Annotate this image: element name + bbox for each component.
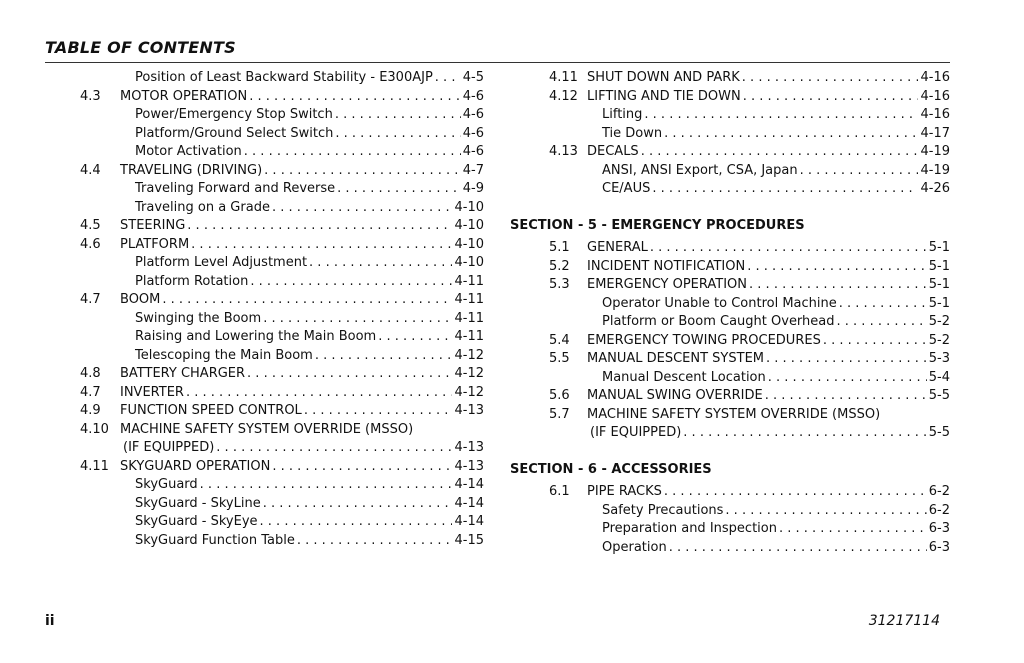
toc-entry-page[interactable]: 5-5 xyxy=(928,425,950,440)
page-number: ii xyxy=(45,613,55,629)
toc-entry-title[interactable]: BATTERY CHARGER xyxy=(120,366,246,381)
toc-subentry[interactable] xyxy=(510,106,950,125)
toc-section-entry[interactable] xyxy=(80,384,484,403)
document-number: 31217114 xyxy=(868,613,940,629)
toc-entry-title[interactable]: Tie Down xyxy=(602,125,663,141)
toc-entry-number: 4.3 xyxy=(80,88,101,104)
dot-leader xyxy=(264,162,461,181)
toc-entry-number: 5.3 xyxy=(549,277,570,292)
dot-leader xyxy=(749,276,927,295)
toc-section-entry[interactable] xyxy=(510,406,950,425)
toc-entry-title[interactable]: MACHINE SAFETY SYSTEM OVERRIDE (MSSO) xyxy=(120,421,414,437)
dot-leader xyxy=(378,328,452,347)
toc-section-entry[interactable] xyxy=(510,387,950,406)
dot-leader xyxy=(839,295,927,314)
toc-section-entry[interactable] xyxy=(80,217,484,236)
toc-section-entry[interactable] xyxy=(80,421,484,440)
toc-entry-number: 6.1 xyxy=(549,484,570,499)
toc-subentry[interactable] xyxy=(80,532,484,551)
toc-section-entry[interactable] xyxy=(80,402,484,421)
toc-entry-page[interactable]: 4-12 xyxy=(454,366,484,381)
toc-entry-page[interactable]: 4-11 xyxy=(454,310,484,326)
toc-subentry[interactable] xyxy=(510,313,950,332)
toc-entry-page[interactable]: 5-5 xyxy=(928,388,950,403)
toc-subentry[interactable] xyxy=(510,502,950,521)
toc-entry-title[interactable]: LIFTING AND TIE DOWN xyxy=(587,88,741,104)
toc-entry-page[interactable]: 4-14 xyxy=(454,514,484,529)
toc-section-6 xyxy=(510,483,950,557)
section-5-heading: SECTION - 5 - EMERGENCY PROCEDURES xyxy=(510,217,805,233)
dot-leader xyxy=(315,347,453,366)
toc-right-column xyxy=(510,69,950,557)
dot-leader xyxy=(309,254,452,273)
toc-entry-title[interactable]: INCIDENT NOTIFICATION xyxy=(587,258,746,274)
dot-leader xyxy=(335,106,461,125)
toc-entry-title[interactable]: CE/AUS xyxy=(602,181,651,196)
toc-entry-page[interactable]: 4-13 xyxy=(454,440,484,455)
toc-subentry[interactable] xyxy=(510,125,950,144)
toc-subentry[interactable] xyxy=(80,495,484,514)
toc-left-column xyxy=(80,69,484,550)
dot-leader xyxy=(337,180,461,199)
toc-subentry[interactable] xyxy=(80,310,484,329)
toc-entry-title[interactable]: MACHINE SAFETY SYSTEM OVERRIDE (MSSO) xyxy=(587,406,881,422)
dot-leader xyxy=(186,384,453,403)
dot-leader xyxy=(247,365,452,384)
toc-entry-number: 4.11 xyxy=(80,458,109,474)
dot-leader xyxy=(743,88,919,107)
toc-section-entry[interactable] xyxy=(510,276,950,295)
section-spacer xyxy=(510,443,950,461)
toc-entry-title[interactable]: Platform Rotation xyxy=(135,273,249,289)
dot-leader xyxy=(200,476,453,495)
toc-entry-page[interactable]: 4-12 xyxy=(454,347,484,363)
toc-entry-page[interactable]: 4-10 xyxy=(454,255,484,270)
toc-entry-page[interactable]: 4-6 xyxy=(462,88,484,104)
toc-entry-page[interactable]: 4-6 xyxy=(462,125,484,141)
toc-entry-title[interactable]: SkyGuard xyxy=(135,477,198,492)
dot-leader xyxy=(263,310,452,329)
toc-entry-title[interactable]: Operation xyxy=(602,539,667,555)
toc-entry-page[interactable]: 4-13 xyxy=(454,403,484,418)
toc-entry-page[interactable]: 4-16 xyxy=(920,70,950,85)
dot-leader xyxy=(725,502,926,521)
toc-subentry[interactable] xyxy=(80,199,484,218)
dot-leader xyxy=(187,217,452,236)
toc-subentry[interactable] xyxy=(80,106,484,125)
toc-subentry[interactable] xyxy=(80,347,484,366)
toc-section-entry[interactable] xyxy=(510,239,950,258)
toc-section-entry[interactable] xyxy=(80,236,484,255)
toc-entry-number: 5.5 xyxy=(549,351,570,366)
toc-entry-title[interactable]: BOOM xyxy=(120,292,161,307)
dot-leader xyxy=(766,350,927,369)
dot-leader xyxy=(823,332,927,351)
toc-entry-page[interactable]: 4-11 xyxy=(454,329,484,344)
toc-entry-page[interactable]: 4-11 xyxy=(454,273,484,289)
toc-entry-number: 5.1 xyxy=(549,240,570,255)
toc-entry-page[interactable]: 5-1 xyxy=(928,277,950,292)
dot-leader xyxy=(683,424,926,443)
toc-entry-number: 4.13 xyxy=(549,144,578,159)
toc-entry-title[interactable]: Power/Emergency Stop Switch xyxy=(135,107,333,122)
toc-entry-title[interactable]: SHUT DOWN AND PARK xyxy=(587,70,740,85)
toc-section-5 xyxy=(510,239,950,443)
toc-entry-page[interactable]: 5-1 xyxy=(928,240,950,255)
toc-entry-number: 4.5 xyxy=(80,218,101,233)
toc-entry-title[interactable]: GENERAL xyxy=(587,240,648,255)
toc-subentry[interactable] xyxy=(80,439,484,458)
toc-section-entry[interactable] xyxy=(510,258,950,277)
toc-entry-title[interactable]: FUNCTION SPEED CONTROL xyxy=(120,403,302,418)
page-title: TABLE OF CONTENTS xyxy=(45,38,236,57)
dot-leader xyxy=(837,313,927,332)
toc-entry-page[interactable]: 4-7 xyxy=(462,162,484,178)
dot-leader xyxy=(250,273,452,292)
toc-entry-title[interactable]: MANUAL SWING OVERRIDE xyxy=(587,388,763,403)
toc-entry-number: 4.9 xyxy=(80,403,101,418)
toc-subentry[interactable] xyxy=(80,476,484,495)
toc-entry-title[interactable]: EMERGENCY OPERATION xyxy=(587,277,748,292)
toc-entry-number: 4.7 xyxy=(80,384,101,400)
toc-section-entry[interactable] xyxy=(510,143,950,162)
toc-entry-title[interactable]: DECALS xyxy=(587,144,639,159)
toc-entry-number: 4.8 xyxy=(80,366,101,381)
toc-section-entry[interactable] xyxy=(510,69,950,88)
toc-section-entry[interactable] xyxy=(510,332,950,351)
toc-entry-number: 4.10 xyxy=(80,421,109,437)
dot-leader xyxy=(641,143,919,162)
toc-subentry[interactable] xyxy=(510,539,950,558)
toc-subentry[interactable] xyxy=(510,424,950,443)
toc-entry-page[interactable]: 4-6 xyxy=(462,144,484,159)
toc-entry-page[interactable]: 4-5 xyxy=(462,70,484,85)
toc-entry-number: 5.4 xyxy=(549,332,570,348)
toc-section-4-continued xyxy=(510,69,950,199)
dot-leader xyxy=(263,495,453,514)
toc-entry-title[interactable]: Platform Level Adjustment xyxy=(135,255,308,270)
toc-entry-number: 5.2 xyxy=(549,258,570,274)
toc-entry-title[interactable]: Raising and Lowering the Main Boom xyxy=(135,329,377,344)
toc-entry-title[interactable]: Motor Activation xyxy=(135,144,242,159)
dot-leader xyxy=(644,106,918,125)
dot-leader xyxy=(435,69,461,88)
toc-entry-title[interactable]: SkyGuard - SkyEye xyxy=(135,514,258,529)
toc-section-entry[interactable] xyxy=(510,483,950,502)
toc-entry-title[interactable]: Manual Descent Location xyxy=(602,369,766,385)
toc-entry-page[interactable]: 4-11 xyxy=(454,292,484,307)
dot-leader xyxy=(249,88,461,107)
toc-entry-page[interactable]: 4-6 xyxy=(462,107,484,122)
dot-leader xyxy=(652,180,918,199)
toc-entry-title[interactable]: MOTOR OPERATION xyxy=(120,88,248,104)
toc-entry-title[interactable]: (IF EQUIPPED) xyxy=(123,440,215,455)
dot-leader xyxy=(297,532,453,551)
toc-entry-title[interactable]: Swinging the Boom xyxy=(135,310,262,326)
toc-entry-page[interactable]: 4-19 xyxy=(920,144,950,159)
toc-entry-title[interactable]: Preparation and Inspection xyxy=(602,521,777,536)
toc-section-entry[interactable] xyxy=(80,162,484,181)
toc-subentry[interactable] xyxy=(80,143,484,162)
dot-leader xyxy=(669,539,927,558)
toc-entry-title[interactable]: Traveling on a Grade xyxy=(135,199,270,215)
toc-entry-title[interactable]: Traveling Forward and Reverse xyxy=(135,181,336,196)
toc-entry-page[interactable]: 5-4 xyxy=(928,369,950,385)
toc-subentry[interactable] xyxy=(80,180,484,199)
toc-entry-page[interactable]: 5-1 xyxy=(928,295,950,311)
toc-subentry[interactable] xyxy=(510,162,950,181)
dot-leader xyxy=(191,236,452,255)
toc-entry-number: 5.6 xyxy=(549,388,570,403)
dot-leader xyxy=(272,199,453,218)
toc-entry-page[interactable]: 5-2 xyxy=(928,314,950,329)
toc-entry-page[interactable]: 5-1 xyxy=(928,258,950,274)
toc-entry-title[interactable]: Safety Precautions xyxy=(602,502,724,518)
toc-entry-page[interactable]: 4-15 xyxy=(454,532,484,548)
toc-section-entry[interactable] xyxy=(80,458,484,477)
dot-leader xyxy=(216,439,452,458)
toc-section-entry[interactable] xyxy=(510,88,950,107)
dot-leader xyxy=(162,291,452,310)
header-rule xyxy=(45,62,950,63)
toc-entry-title[interactable]: Position of Least Backward Stability - E300AJP xyxy=(135,70,433,85)
toc-entry-page[interactable]: 4-14 xyxy=(454,477,484,492)
toc-section-entry[interactable] xyxy=(80,88,484,107)
toc-entry-page[interactable]: 6-3 xyxy=(928,521,950,536)
toc-entry-title[interactable]: SKYGUARD OPERATION xyxy=(120,458,271,474)
toc-entry-page[interactable]: 4-13 xyxy=(454,458,484,474)
toc-entry-page[interactable]: 4-16 xyxy=(920,88,950,104)
toc-section-entry[interactable] xyxy=(80,365,484,384)
dot-leader xyxy=(768,369,927,388)
dot-leader xyxy=(335,125,460,144)
toc-entry-title[interactable]: Platform/Ground Select Switch xyxy=(135,125,334,141)
toc-entry-page[interactable]: 4-10 xyxy=(454,218,484,233)
toc-entry-page[interactable]: 6-2 xyxy=(928,484,950,499)
dot-leader xyxy=(765,387,927,406)
dot-leader xyxy=(272,458,452,477)
toc-entry-page[interactable]: 4-19 xyxy=(920,162,950,178)
toc-entry-title[interactable]: INVERTER xyxy=(120,384,184,400)
toc-subentry[interactable] xyxy=(80,513,484,532)
toc-entry-title[interactable]: ANSI, ANSI Export, CSA, Japan xyxy=(602,162,798,178)
toc-entry-page[interactable]: 4-26 xyxy=(920,181,950,196)
toc-entry-page[interactable]: 6-2 xyxy=(928,502,950,518)
dot-leader xyxy=(800,162,919,181)
toc-entry-title[interactable]: EMERGENCY TOWING PROCEDURES xyxy=(587,332,821,348)
toc-section-entry[interactable] xyxy=(510,350,950,369)
toc-subentry[interactable] xyxy=(80,69,484,88)
dot-leader xyxy=(650,239,927,258)
toc-entry-page[interactable]: 5-3 xyxy=(928,351,950,366)
toc-entry-title[interactable]: SkyGuard Function Table xyxy=(135,532,295,548)
toc-entry-page[interactable]: 4-10 xyxy=(454,236,484,252)
toc-entry-number: 4.6 xyxy=(80,236,101,252)
toc-subentry[interactable] xyxy=(510,295,950,314)
toc-entry-page[interactable]: 4-14 xyxy=(454,495,484,511)
toc-entry-title[interactable]: Operator Unable to Control Machine xyxy=(602,295,837,311)
toc-entry-title[interactable]: MANUAL DESCENT SYSTEM xyxy=(587,351,764,366)
toc-section-entry[interactable] xyxy=(80,291,484,310)
toc-entry-number: 5.7 xyxy=(549,406,570,422)
toc-entry-page[interactable]: 4-10 xyxy=(454,199,484,215)
toc-subentry[interactable] xyxy=(510,180,950,199)
toc-entry-number: 4.4 xyxy=(80,162,101,178)
toc-subentry[interactable] xyxy=(80,273,484,292)
toc-subentry[interactable] xyxy=(510,369,950,388)
dot-leader xyxy=(664,483,927,502)
toc-entry-number: 4.11 xyxy=(549,70,578,85)
dot-leader xyxy=(260,513,453,532)
toc-subentry[interactable] xyxy=(80,328,484,347)
toc-entry-title[interactable]: (IF EQUIPPED) xyxy=(590,425,682,440)
dot-leader xyxy=(664,125,918,144)
toc-entry-title[interactable]: STEERING xyxy=(120,218,186,233)
toc-subentry[interactable] xyxy=(80,254,484,273)
toc-entry-page[interactable]: 4-12 xyxy=(454,384,484,400)
dot-leader xyxy=(742,69,919,88)
section-spacer xyxy=(510,199,950,217)
toc-entry-title[interactable]: SkyGuard - SkyLine xyxy=(135,495,261,511)
toc-entry-title[interactable]: Lifting xyxy=(602,107,643,122)
toc-entry-title[interactable]: PIPE RACKS xyxy=(587,484,662,499)
toc-entry-number: 4.12 xyxy=(549,88,578,104)
toc-entry-title[interactable]: Platform or Boom Caught Overhead xyxy=(602,314,835,329)
toc-entry-title[interactable]: PLATFORM xyxy=(120,236,190,252)
toc-subentry[interactable] xyxy=(510,520,950,539)
section-6-heading: SECTION - 6 - ACCESSORIES xyxy=(510,461,712,477)
toc-entry-page[interactable]: 4-9 xyxy=(462,181,484,196)
dot-leader xyxy=(747,258,927,277)
toc-entry-page[interactable]: 4-16 xyxy=(920,107,950,122)
toc-subentry[interactable] xyxy=(80,125,484,144)
toc-entry-title[interactable]: Telescoping the Main Boom xyxy=(135,347,313,363)
toc-entry-page[interactable]: 6-3 xyxy=(928,539,950,555)
dot-leader xyxy=(779,520,927,539)
toc-entry-page[interactable]: 5-2 xyxy=(928,332,950,348)
toc-entry-page[interactable]: 4-17 xyxy=(920,125,950,141)
dot-leader xyxy=(244,143,461,162)
toc-entry-title[interactable]: TRAVELING (DRIVING) xyxy=(120,162,263,178)
dot-leader xyxy=(304,402,453,421)
toc-entry-number: 4.7 xyxy=(80,292,101,307)
